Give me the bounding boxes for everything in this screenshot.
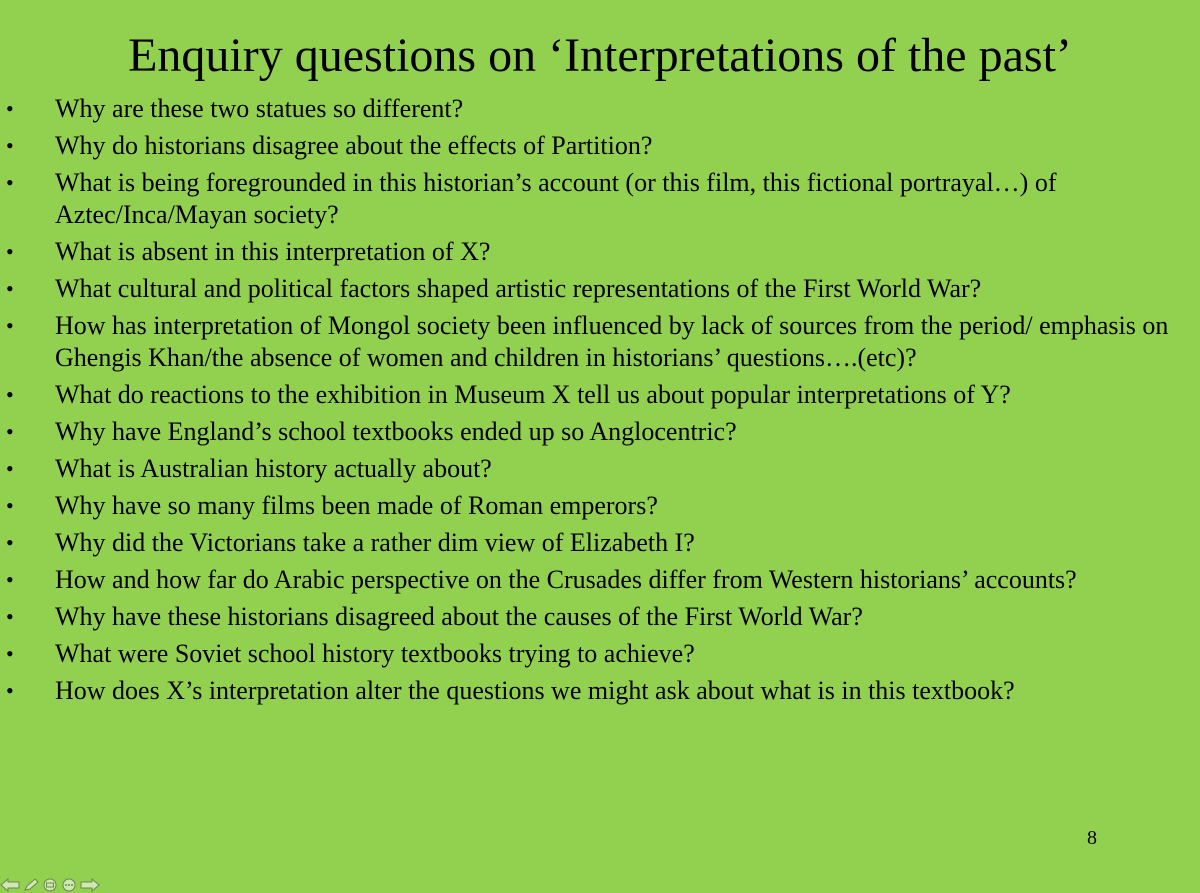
list-item-text: How and how far do Arabic perspective on the Crusades differ from Western historians’ accounts?	[55, 565, 1077, 594]
bullet-icon: •	[6, 493, 14, 518]
more-icon[interactable]	[61, 878, 77, 892]
bullet-icon: •	[6, 604, 14, 629]
list-item	[0, 130, 1200, 162]
slideshow-nav-controls	[0, 876, 100, 893]
arrow-right-icon[interactable]	[80, 878, 100, 892]
bullet-icon: •	[6, 678, 14, 703]
page-number: 8	[1087, 827, 1097, 849]
bullet-icon: •	[6, 313, 14, 338]
list-item-text: Why are these two statues so different?	[55, 94, 464, 123]
bullet-icon: •	[6, 456, 14, 481]
list-item	[0, 379, 1200, 411]
list-item-text: How has interpretation of Mongol society been influenced by lack of sources from the period/ emphasis on Ghengis Khan/the absence of women and children in historians’ questions….(etc)?	[55, 311, 1169, 372]
bullet-icon: •	[6, 382, 14, 407]
list-item-text: What were Soviet school history textbooks trying to achieve?	[55, 639, 695, 668]
bullet-icon: •	[6, 276, 14, 301]
list-item	[0, 638, 1200, 670]
list-item-text: Why have so many films been made of Roman emperors?	[55, 491, 658, 520]
list-item	[0, 273, 1200, 305]
list-item-text: What do reactions to the exhibition in Museum X tell us about popular interpretations of Y?	[55, 380, 1011, 409]
list-item	[0, 490, 1200, 522]
list-item	[0, 453, 1200, 485]
list-item	[0, 601, 1200, 633]
bullet-icon: •	[6, 419, 14, 444]
arrow-left-icon[interactable]	[0, 878, 20, 892]
bullet-icon: •	[6, 567, 14, 592]
list-item	[0, 167, 1200, 231]
list-item	[0, 675, 1200, 707]
list-item	[0, 310, 1200, 374]
list-item-text: How does X’s interpretation alter the questions we might ask about what is in this textbook?	[55, 676, 1015, 705]
list-item	[0, 236, 1200, 268]
pen-icon[interactable]	[23, 878, 39, 892]
bullet-icon: •	[6, 641, 14, 666]
list-item-text: What is being foregrounded in this historian’s account (or this film, this fictional portrayal…) of Aztec/Inca/Mayan society?	[55, 168, 1057, 229]
list-item	[0, 564, 1200, 596]
bullet-icon: •	[6, 133, 14, 158]
list-item-text: Why have England’s school textbooks ended up so Anglocentric?	[55, 417, 737, 446]
list-item-text: What is Australian history actually about?	[55, 454, 492, 483]
list-item	[0, 93, 1200, 125]
bullet-icon: •	[6, 530, 14, 555]
list-item-text: Why have these historians disagreed about the causes of the First World War?	[55, 602, 863, 631]
list-item	[0, 416, 1200, 448]
list-item-text: Why did the Victorians take a rather dim view of Elizabeth I?	[55, 528, 695, 557]
list-item-text: What cultural and political factors shaped artistic representations of the First World War?	[55, 274, 982, 303]
bullet-list	[0, 93, 1200, 712]
slides-icon[interactable]	[42, 878, 58, 892]
list-item-text: What is absent in this interpretation of X?	[55, 237, 491, 266]
list-item-text: Why do historians disagree about the effects of Partition?	[55, 131, 653, 160]
bullet-icon: •	[6, 239, 14, 264]
slide-title: Enquiry questions on ‘Interpretations of the past’	[128, 29, 1072, 82]
bullet-icon: •	[6, 96, 14, 121]
list-item	[0, 527, 1200, 559]
bullet-icon: •	[6, 170, 14, 195]
